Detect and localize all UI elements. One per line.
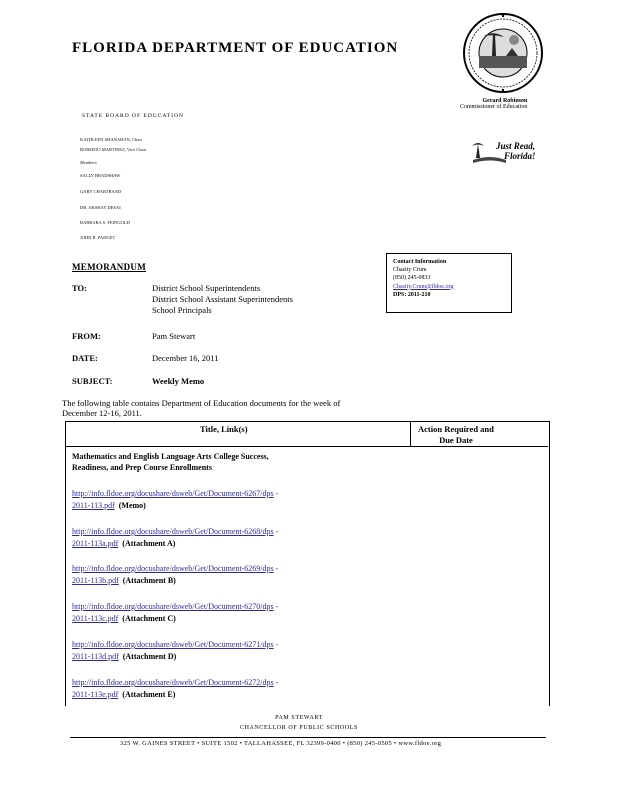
to-line: District School Assistant Superintendents (152, 294, 293, 304)
contact-name: Chasity Crum (393, 267, 427, 274)
to-line: District School Superintendents (152, 283, 261, 293)
document-link-row (72, 639, 278, 663)
document-link[interactable]: http://info.fldoe.org/docushare/dsweb/Get/Document-6268/dps (72, 527, 274, 536)
signature-block (240, 713, 358, 733)
document-link[interactable]: http://info.fldoe.org/docushare/dsweb/Get/Document-6270/dps (72, 602, 274, 611)
board-chair: KATHLEEN SHANAHAN, Chair (80, 137, 143, 142)
dash: - (275, 678, 279, 687)
column-divider (410, 421, 411, 446)
document-link[interactable]: 2011-113b.pdf (72, 576, 119, 585)
document-link[interactable]: http://info.fldoe.org/docushare/dsweb/Get/Document-6271/dps (72, 640, 274, 649)
board-vice-chair: ROBERTO MARTINEZ, Vice Chair (80, 147, 147, 152)
commissioner-title: Commissioner of Education (460, 104, 528, 110)
document-label: (Attachment D) (122, 652, 177, 661)
board-member: BARBARA S. FEINGOLD (80, 220, 130, 225)
logo-text-line1: Just Read, (496, 141, 536, 151)
column-header-action (418, 424, 494, 446)
document-link-row (72, 488, 278, 512)
board-member: SALLY BRADSHAW (80, 173, 121, 178)
document-link[interactable]: 2011-113e.pdf (72, 690, 119, 699)
signer-title: CHANCELLOR OF PUBLIC SCHOOLS (240, 725, 358, 731)
contact-email-link[interactable]: Chasity.Crum@fldoe.org (393, 283, 454, 290)
document-label: (Attachment A) (122, 539, 176, 548)
document-link[interactable]: http://info.fldoe.org/docushare/dsweb/Get/Document-6272/dps (72, 678, 274, 687)
document-link[interactable]: 2011-113c.pdf (72, 614, 119, 623)
section-title-line: Readiness, and Prep Course Enrollments (72, 463, 212, 472)
commissioner-block (460, 98, 527, 110)
column-header-action-line: Action Required and (418, 424, 494, 434)
section-title (72, 451, 269, 473)
to-label: TO: (72, 283, 87, 293)
document-label: (Attachment E) (122, 690, 176, 699)
document-link[interactable]: 2011-113.pdf (72, 501, 115, 510)
footer-rule (70, 737, 546, 738)
column-header-action-line: Due Date (439, 435, 473, 445)
contact-box (386, 253, 512, 313)
board-heading: STATE BOARD OF EDUCATION (82, 113, 184, 119)
state-seal-icon (462, 12, 544, 94)
document-link-row (72, 677, 278, 701)
board-member: JOHN R. PADGET (80, 235, 116, 240)
date-label: DATE: (72, 353, 98, 363)
board-member: GARY CHARTRAND (80, 189, 122, 194)
agency-title: FLORIDA DEPARTMENT OF EDUCATION (72, 40, 399, 56)
intro-line: The following table contains Department of Education documents for the week of (62, 398, 341, 408)
document-label: (Memo) (118, 501, 146, 510)
intro-paragraph (62, 398, 442, 418)
document-link-row (72, 526, 278, 550)
dash: - (275, 640, 279, 649)
document-label: (Attachment C) (122, 614, 176, 623)
to-line: School Principals (152, 305, 212, 315)
signer-name: PAM STEWART (275, 715, 323, 721)
contact-phone: (850) 245-0833 (393, 275, 431, 282)
commissioner-name: Gerard Robinson (482, 98, 528, 104)
section-title-line: Mathematics and English Language Arts College Success, (72, 452, 269, 461)
subject-label: SUBJECT: (72, 376, 113, 386)
board-member: DR. AKSHAY DESAI (80, 205, 121, 210)
dash: - (275, 602, 279, 611)
subject-value: Weekly Memo (152, 376, 205, 386)
dash: - (275, 527, 279, 536)
memorandum-heading: MEMORANDUM (72, 262, 146, 272)
document-link[interactable]: 2011-113d.pdf (72, 652, 119, 661)
document-link[interactable]: http://info.fldoe.org/docushare/dsweb/Get/Document-6269/dps (72, 564, 274, 573)
contact-heading: Contact Information (393, 259, 447, 265)
document-link-row (72, 601, 278, 625)
date-value: December 16, 2011 (152, 353, 219, 363)
dps-number: DPS: 2011-210 (393, 291, 431, 298)
document-link[interactable]: http://info.fldoe.org/docushare/dsweb/Get/Document-6267/dps (72, 489, 274, 498)
just-read-florida-logo (470, 136, 546, 166)
document-link[interactable]: 2011-113a.pdf (72, 539, 119, 548)
document-label: (Attachment B) (122, 576, 176, 585)
logo-text-line2: Florida! (504, 151, 536, 161)
dash: - (275, 564, 279, 573)
footer-address: 325 W. GAINES STREET • SUITE 1502 • TALLAHASSEE, FL 32399-0400 • (850) 245-0505 • www.fldoe.org (120, 740, 442, 747)
header-rule (66, 446, 548, 447)
column-header-title: Title, Link(s) (200, 424, 248, 434)
dash: - (275, 489, 279, 498)
document-link-row (72, 563, 278, 587)
members-label: Members (80, 160, 97, 165)
from-value: Pam Stewart (152, 331, 196, 341)
from-label: FROM: (72, 331, 101, 341)
to-recipients (152, 283, 293, 316)
intro-line: December 12-16, 2011. (62, 408, 142, 418)
